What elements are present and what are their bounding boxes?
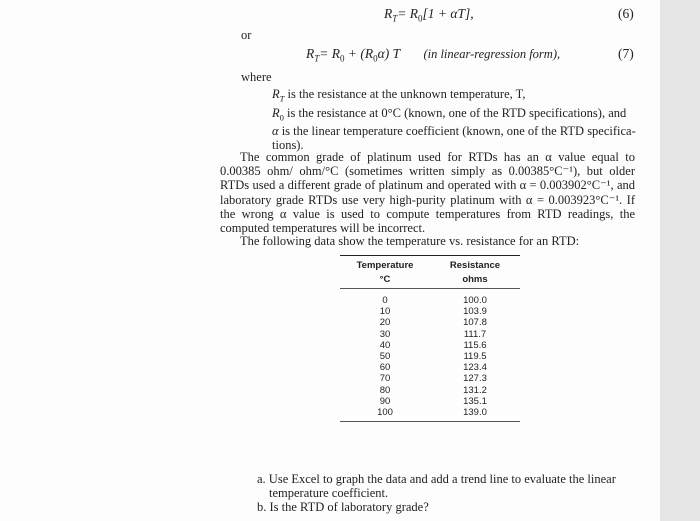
equation-7-number: (7): [618, 46, 634, 61]
table-row: [340, 373, 520, 384]
resistance-cell: 127.3: [463, 373, 487, 385]
def-r0-sub: 0: [279, 112, 284, 122]
resistance-cell: 100.0: [463, 295, 487, 306]
resistance-cell: 139.0: [463, 406, 487, 418]
table-row: [340, 385, 520, 396]
eq6-rhs-pre: = R: [397, 6, 418, 21]
temperature-cell: 10: [379, 306, 391, 318]
resistance-cell: 103.9: [463, 306, 487, 318]
definitions-block: [272, 87, 642, 152]
temperature-cell: 60: [379, 362, 391, 374]
resistance-cell: 111.7: [463, 328, 487, 340]
resistance-cell: 115.6: [463, 339, 487, 351]
table-header: [340, 256, 520, 274]
eq7-rhs-a-sub: 0: [340, 53, 345, 64]
header-temperature: Temperature: [356, 260, 414, 271]
temperature-cell: 100: [377, 406, 393, 418]
table-row: [340, 340, 520, 351]
temperature-cell: 50: [379, 350, 391, 362]
def-alpha-text: is the linear temperature coefficient (known, one of the RTD specifica-: [278, 124, 636, 138]
resistance-cell: 123.4: [463, 362, 487, 374]
temperature-cell: 70: [379, 373, 391, 385]
unit-temperature: °C: [379, 274, 391, 285]
eq6-lhs-sub: T: [392, 13, 398, 24]
paragraph-platinum: The common grade of platinum used for RTDs has an α value equal to 0.00385 ohm/ ohm/°C (sometimes written simply as 0.00385°C⁻¹), but older RTDs used a different grade of platinum and operated with α = 0.003902°C⁻¹, and laboratory grade RTDs use very high-purity platinum with α = 0.003923°C⁻¹. If the wrong α value is used to compute temperatures from RTD readings, the computed temperatures will be incorrect.: [220, 150, 635, 236]
temperature-cell: 30: [379, 328, 391, 340]
table-row: [340, 407, 520, 418]
table-row: [340, 362, 520, 373]
table-bottom-rule: [340, 421, 520, 422]
equation-7: [306, 46, 560, 64]
question-a: a. Use Excel to graph the data and add a trend line to evaluate the linear temperature coefficient.: [257, 472, 616, 500]
eq7-lhs: R: [306, 46, 315, 61]
eq7-rhs-b-sub: 0: [373, 53, 378, 64]
temperature-cell: 40: [379, 339, 391, 351]
question-b: b. Is the RTD of laboratory grade?: [257, 500, 429, 514]
resistance-cell: 131.2: [463, 384, 487, 396]
def-rt-sub: T: [279, 93, 285, 104]
table-row: [340, 329, 520, 340]
definition-r0: [272, 106, 642, 125]
def-rt-sym: R: [272, 87, 280, 101]
def-r0-text: is the resistance at 0°C (known, one of the RTD specifications), and: [283, 105, 627, 120]
resistance-cell: 119.5: [463, 350, 487, 362]
table-row: [340, 317, 520, 328]
table-body: [340, 289, 520, 418]
def-r0-sym: R: [272, 105, 280, 120]
equation-6: [384, 6, 474, 24]
equation-6-number: (6): [618, 6, 634, 21]
eq7-rhs-a: = R: [319, 46, 340, 61]
resistance-cell: 135.1: [463, 395, 487, 407]
eq7-rhs-b: + (R: [344, 46, 374, 61]
eq6-rhs-sub: 0: [418, 13, 423, 24]
rtd-data-table: [340, 255, 520, 422]
eq7-lhs-sub: T: [314, 53, 320, 64]
unit-resistance: ohms: [462, 274, 488, 285]
def-rt-text: is the resistance at the unknown temperature, T,: [284, 87, 526, 101]
def-alpha-sym: α: [272, 124, 279, 138]
table-row: [340, 351, 520, 362]
or-label: or: [241, 28, 252, 42]
where-label: where: [241, 70, 272, 84]
eq7-note: (in linear-regression form),: [423, 47, 561, 61]
table-row: [340, 295, 520, 306]
table-row: [340, 396, 520, 407]
definition-alpha: [272, 124, 642, 138]
header-resistance: Resistance: [449, 260, 501, 271]
eq6-rhs-post: [1 + αT],: [422, 6, 474, 21]
table-units: [340, 274, 520, 289]
temperature-cell: 80: [379, 384, 391, 396]
temperature-cell: 20: [379, 317, 391, 329]
table-row: [340, 306, 520, 317]
eq6-lhs: R: [384, 6, 393, 21]
definition-rt: [272, 87, 642, 106]
resistance-cell: 107.8: [463, 317, 487, 329]
temperature-cell: 0: [382, 295, 388, 306]
temperature-cell: 90: [379, 395, 391, 407]
paragraph-data-intro: The following data show the temperature vs. resistance for an RTD:: [240, 234, 580, 248]
eq7-rhs-c: α) T: [377, 46, 401, 61]
def-cont-text: tions).: [272, 138, 304, 152]
scrollbar-track[interactable]: [660, 0, 700, 521]
